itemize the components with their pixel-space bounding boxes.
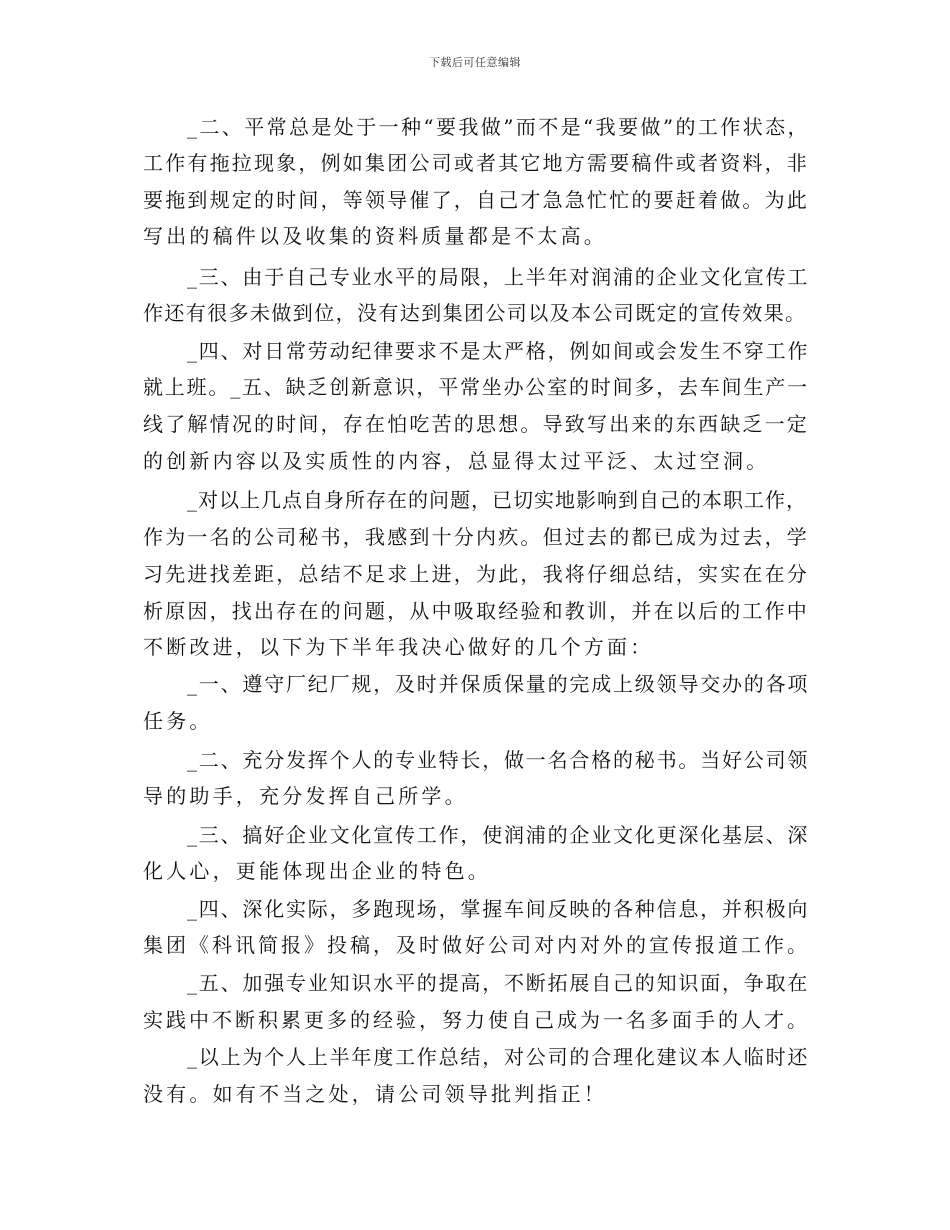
text-line: _三、搞好企业文化宣传工作，使润浦的企业文化更深化基层、深	[187, 823, 810, 847]
text-line: _一、遵守厂纪厂规，及时并保质保量的完成上级领导交办的各项	[187, 672, 810, 696]
text-line: _对以上几点自身所存在的问题，已切实地影响到自己的本职工作，	[187, 488, 807, 512]
text-line: 线了解情况的时间，存在怕吃苦的思想。导致写出来的东西缺乏一定	[143, 412, 809, 436]
text-line: 实践中不断积累更多的经验，努力使自己成为一名多面手的人才。	[143, 1008, 810, 1032]
page-header: 下载后可任意编辑	[429, 56, 521, 69]
text-line: 工作有拖拉现象，例如集团公司或者其它地方需要稿件或者资料，非	[143, 151, 809, 175]
text-line: 习先进找差距，总结不足求上进，为此，我将仔细总结，实实在在分	[143, 562, 809, 586]
text-line: _二、充分发挥个人的专业特长，做一名合格的秘书。当好公司领	[187, 748, 810, 772]
text-line: _以上为个人上半年度工作总结，对公司的合理化建议本人临时还	[187, 1045, 810, 1069]
text-line: _四、深化实际，多跑现场，掌握车间反映的各种信息，并积极向	[187, 897, 810, 921]
text-line: 的创新内容以及实质性的内容，总显得太过平泛、太过空洞。	[143, 449, 770, 473]
text-line: _二、平常总是处于一种“要我做”而不是“我要做”的工作状态，	[187, 115, 810, 139]
text-line: 写出的稿件以及收集的资料质量都是不太高。	[143, 224, 607, 248]
text-line: 没有。如有不当之处，请公司领导批判指正！	[143, 1082, 607, 1106]
text-line: 不断改进，以下为下半年我决心做好的几个方面：	[143, 635, 654, 659]
text-line: 作还有很多未做到位，没有达到集团公司以及本公司既定的宣传效果。	[143, 301, 807, 325]
text-line: 导的助手，充分发挥自己所学。	[143, 784, 468, 808]
text-line: _五、加强专业知识水平的提高，不断拓展自己的知识面，争取在	[187, 971, 810, 995]
text-line: 就上班。_五、缺乏创新意识，平常坐办公室的时间多，去车间生产一	[143, 375, 809, 399]
text-line: 作为一名的公司秘书，我感到十分内疚。但过去的都已成为过去，学	[143, 525, 809, 549]
text-line: 集团《科讯简报》投稿，及时做好公司对内对外的宣传报道工作。	[143, 933, 810, 957]
text-line: _四、对日常劳动纪律要求不是太严格，例如间或会发生不穿工作	[187, 339, 810, 363]
text-line: 化人心，更能体现出企业的特色。	[143, 859, 491, 883]
text-line: _三、由于自己专业水平的局限，上半年对润浦的企业文化宣传工	[187, 265, 810, 289]
text-line: 任务。	[143, 709, 213, 733]
text-line: 要拖到规定的时间，等领导催了，自己才急急忙忙的要赶着做。为此	[143, 188, 809, 212]
text-line: 析原因，找出存在的问题，从中吸取经验和教训，并在以后的工作中	[143, 599, 809, 623]
